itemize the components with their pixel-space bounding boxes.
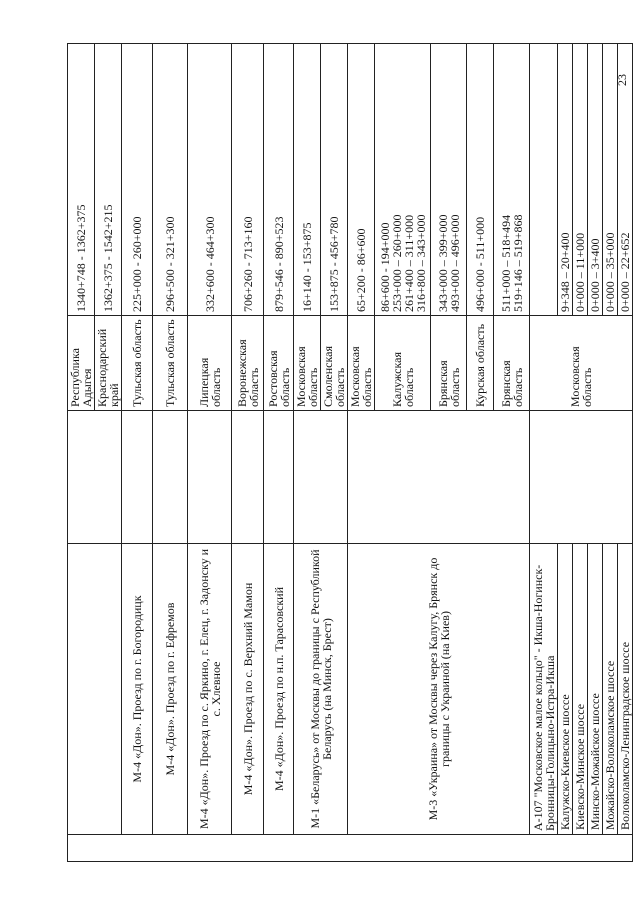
km-range: 879+546 - 890+523	[271, 216, 286, 312]
km-range: 225+000 - 260+000	[130, 216, 144, 312]
region-cell: Московская область	[294, 316, 321, 411]
table-row	[294, 44, 321, 862]
km-cell	[321, 44, 348, 316]
km-cell	[232, 44, 264, 316]
blank-cell	[264, 411, 294, 544]
km-range: 0+000 – 35+000	[603, 232, 617, 312]
road-cell	[68, 544, 122, 835]
km-cell	[95, 44, 122, 316]
km-cell	[294, 44, 321, 316]
blank-cell	[122, 411, 153, 544]
km-range: 0+000 – 3+400	[588, 238, 602, 312]
empty-column-cell	[68, 835, 633, 862]
km-range: 496+000 - 511+000	[473, 216, 487, 312]
blank-cell	[232, 411, 264, 544]
km-range: 0+000 – 22+652	[618, 232, 632, 312]
road-cell: М-1 «Беларусь» от Москвы до границы с Республикой Беларусь (на Минск, Брест)	[294, 544, 348, 835]
road-cell: М-4 «Дон». Проезд по г. Богородицк	[122, 544, 153, 835]
road-cell: М-4 «Дон». Проезд по с. Яркино, г. Елец, г. Задонску и с. Хлевное	[188, 544, 232, 835]
region-cell: Московская область	[348, 316, 375, 411]
km-cell	[264, 44, 294, 316]
blank-cell	[68, 411, 122, 544]
table-row	[68, 44, 95, 862]
km-range: 519+146 – 519+868	[510, 214, 525, 312]
road-cell: Киевско-Минское шоссе	[573, 544, 588, 835]
region-cell: Тульская область	[122, 316, 153, 411]
km-cell	[122, 44, 153, 316]
blank-cell	[348, 411, 530, 544]
road-cell: М-3 «Украина» от Москвы через Калугу, Брянск до границы с Украиной (на Киев)	[348, 544, 530, 835]
region-cell: Московская область	[530, 316, 633, 411]
km-range: 16+140 - 153+875	[300, 222, 314, 312]
table-row	[153, 44, 188, 862]
region-cell: Воронежская область	[232, 316, 264, 411]
km-cell	[375, 44, 431, 316]
km-cell	[558, 44, 573, 316]
region-cell: Ростовская область	[264, 316, 294, 411]
region-cell: Краснодарский край	[95, 316, 122, 411]
table-row	[264, 44, 294, 862]
km-range: 1362+375 - 1542+215	[101, 204, 115, 312]
km-range: 65+200 - 86+600	[354, 228, 368, 312]
km-cell	[603, 44, 618, 316]
region-cell: Республика Адыгея	[68, 316, 95, 411]
region-cell: Брянская область	[431, 316, 467, 411]
region-cell: Калужская область	[375, 316, 431, 411]
km-cell	[494, 44, 530, 316]
road-cell: М-4 «Дон». Проезд по с. Верхний Мамон	[232, 544, 264, 835]
rotated-table-container	[67, 44, 632, 862]
km-range: 493+000 – 496+000	[447, 214, 462, 312]
km-range: 86+600 - 194+000	[377, 222, 392, 312]
blank-cell	[530, 411, 633, 544]
km-cell	[188, 44, 232, 316]
km-range: 343+000 – 399+000	[435, 214, 450, 312]
km-cell	[588, 44, 603, 316]
region-cell: Смоленская область	[321, 316, 348, 411]
road-cell: Минско-Можайское шоссе	[588, 544, 603, 835]
km-range: 0+000 – 11+000	[573, 232, 587, 312]
km-range: 1340+748 - 1362+375	[74, 204, 88, 312]
km-cell	[348, 44, 375, 316]
road-cell: Волоколамско-Ленинградское шоссе	[618, 544, 633, 835]
road-cell: Калужско-Киевское шоссе	[558, 544, 573, 835]
page-number: 23	[615, 74, 629, 86]
region-cell: Липецкая область	[188, 316, 232, 411]
km-cell	[153, 44, 188, 316]
km-range: 706+260 - 713+160	[240, 216, 255, 312]
blank-cell	[294, 411, 348, 544]
road-cell: М-4 «Дон». Проезд по н.п. Тарасовский	[264, 544, 294, 835]
km-cell	[530, 44, 558, 316]
region-cell: Брянская область	[494, 316, 530, 411]
region-cell: Курская область	[467, 316, 494, 411]
table-row	[188, 44, 232, 862]
km-range: 316+800 – 343+000	[413, 214, 428, 312]
km-cell	[573, 44, 588, 316]
roads-table	[67, 43, 633, 862]
blank-cell	[153, 411, 188, 544]
km-range: 261+400 – 311+000	[401, 214, 416, 312]
blank-cell	[188, 411, 232, 544]
km-range: 332+600 - 464+300	[202, 216, 217, 312]
km-cell	[431, 44, 467, 316]
km-range: 511+000 – 518+494	[498, 214, 513, 312]
region-cell: Тульская область	[153, 316, 188, 411]
road-cell: Можайско-Волоколамское шоссе	[603, 544, 618, 835]
table-row	[232, 44, 264, 862]
table-row	[530, 44, 558, 862]
km-range: 153+875 - 456+780	[327, 216, 341, 312]
km-cell	[68, 44, 95, 316]
table-row	[348, 44, 375, 862]
km-cell	[467, 44, 494, 316]
road-cell: А-107 "Московское малое кольцо" - Икша-Ногинск-Бронницы-Голицыно-Истра-Икша	[530, 544, 558, 835]
road-cell: М-4 «Дон». Проезд по г. Ефремов	[153, 544, 188, 835]
km-range: 9+348 – 20+400	[558, 232, 572, 312]
table-row	[122, 44, 153, 862]
km-range: 296+500 - 321+300	[163, 216, 177, 312]
km-range: 253+000 – 260+000	[389, 214, 404, 312]
km-cell	[618, 44, 633, 316]
